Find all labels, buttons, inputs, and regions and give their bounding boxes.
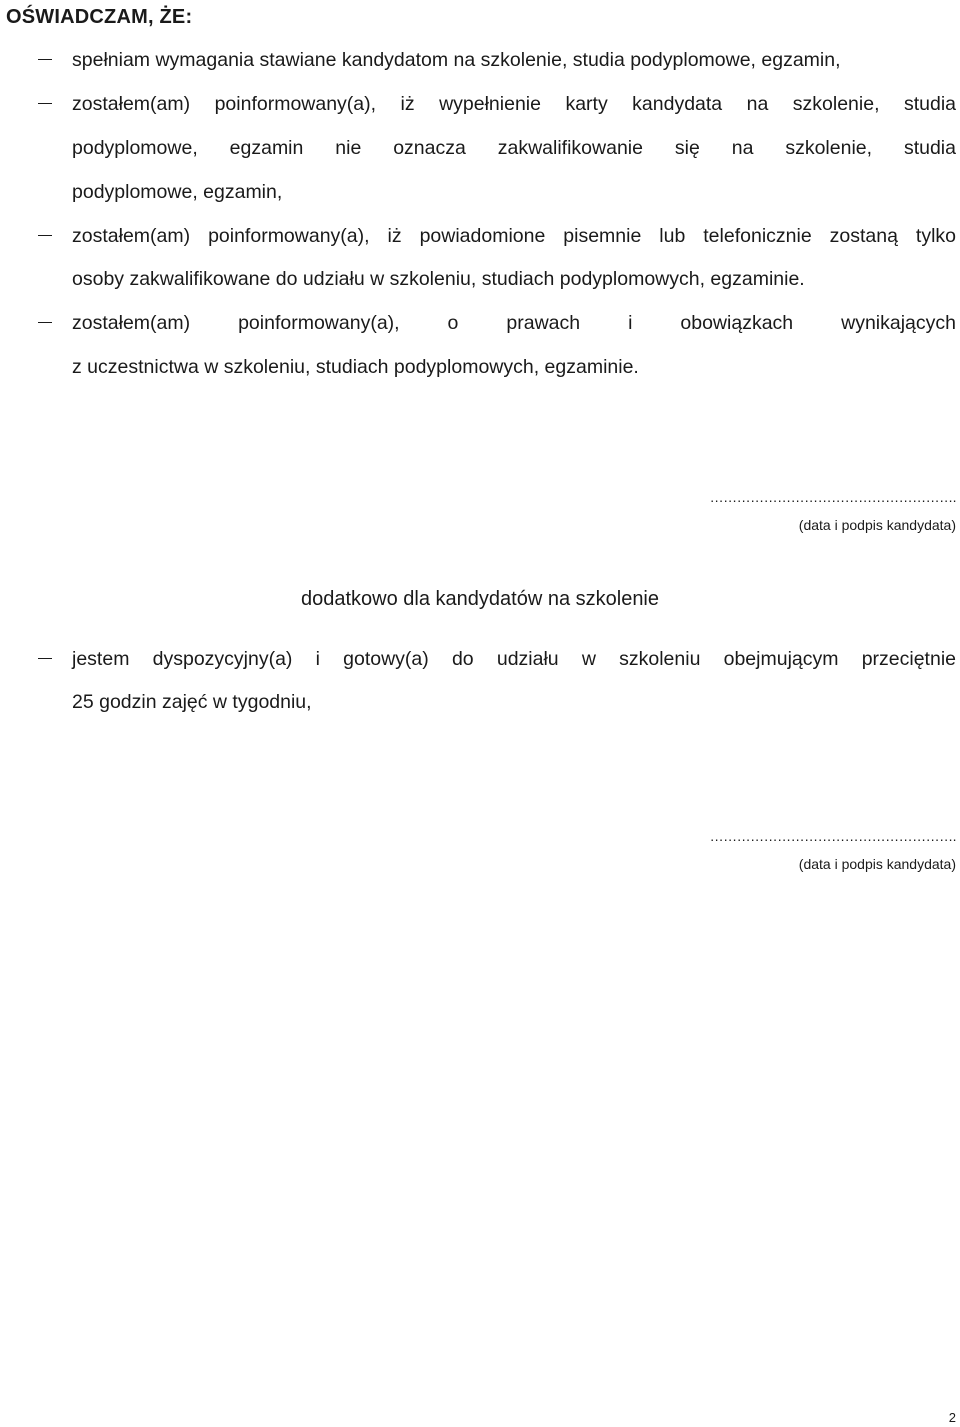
declaration-item-2-cont — [38, 126, 956, 170]
declaration-item-2 — [38, 82, 956, 126]
item-text: spełniam wymagania stawiane kandydatom na szkolenie, studia podyplomowe, egzamin, — [72, 49, 841, 71]
dash-bullet-icon — [38, 59, 52, 60]
training-availability-item-cont — [38, 680, 956, 724]
declaration-item-3 — [38, 214, 956, 258]
item-text: jestem dyspozycyjny(a) i gotowy(a) do udziału w szkoleniu obejmującym przeciętnie — [72, 648, 956, 670]
declaration-item-1 — [38, 38, 956, 82]
training-candidates-subheading: dodatkowo dla kandydatów na szkolenie — [300, 588, 660, 610]
item-text: podyplomowe, egzamin, — [72, 181, 283, 203]
page-number: 2 — [948, 1410, 956, 1425]
item-text: osoby zakwalifikowane do udziału w szkoleniu, studiach podyplomowych, egzaminie. — [72, 268, 805, 290]
declaration-item-3-cont — [38, 257, 956, 301]
signature-line: ………………………………………………. — [709, 828, 956, 844]
declaration-item-2-cont — [38, 170, 956, 214]
dash-bullet-icon — [38, 658, 52, 659]
declaration-item-4 — [38, 301, 956, 345]
item-text: podyplomowe, egzamin nie oznacza zakwalifikowanie się na szkolenie, studia — [72, 137, 956, 159]
training-availability-item — [38, 637, 956, 681]
item-text: zostałem(am) poinformowany(a), iż powiadomione pisemnie lub telefonicznie zostaną tylko — [72, 225, 956, 247]
dash-bullet-icon — [38, 103, 52, 104]
item-text: 25 godzin zajęć w tygodniu, — [72, 691, 312, 713]
dash-bullet-icon — [38, 322, 52, 323]
declaration-heading: OŚWIADCZAM, ŻE: — [6, 6, 193, 28]
declaration-item-4-cont — [38, 345, 956, 389]
signature-caption: (data i podpis kandydata) — [798, 517, 956, 533]
item-text: zostałem(am) poinformowany(a), o prawach i obowiązkach wynikających — [72, 312, 956, 334]
item-text: z uczestnictwa w szkoleniu, studiach podyplomowych, egzaminie. — [72, 356, 639, 378]
item-text: zostałem(am) poinformowany(a), iż wypełnienie karty kandydata na szkolenie, studia — [72, 93, 956, 115]
dash-bullet-icon — [38, 235, 52, 236]
signature-line: ………………………………………………. — [709, 489, 956, 505]
signature-caption: (data i podpis kandydata) — [798, 856, 956, 872]
